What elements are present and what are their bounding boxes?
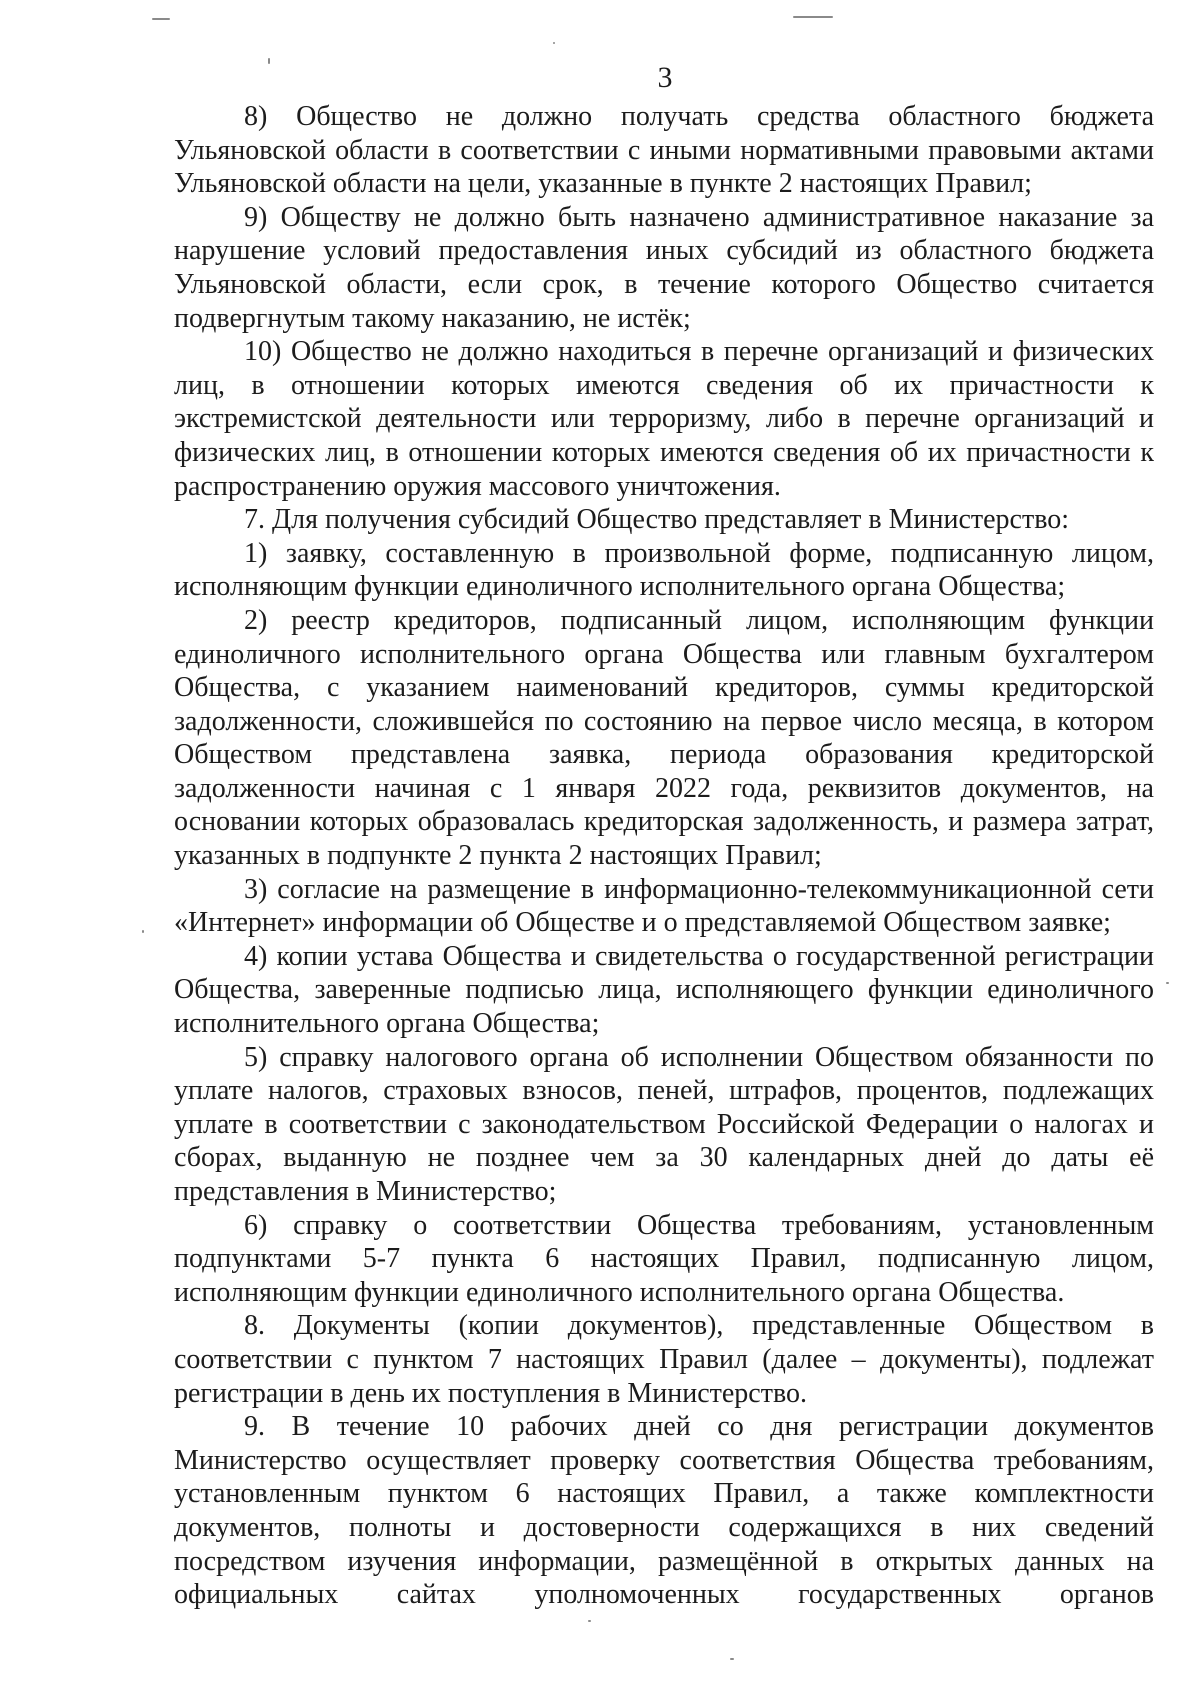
paragraph-7-heading: 7. Для получения субсидий Общество представляет в Министерство: xyxy=(244,504,1070,536)
paragraph-7-item-3: 3) согласие на размещение в информационно-телекоммуникационной сети «Интернет» информации об Обществе и о представляемой Обществом заявке; xyxy=(174,873,1154,939)
paragraph-7-item-1: 1) заявку, составленную в произвольной форме, подписанную лицом, исполняющим функции единоличного исполнительного органа Общества; xyxy=(174,537,1154,603)
scan-speck xyxy=(152,18,170,20)
document-body xyxy=(174,100,1154,1612)
paragraph-10-condition: 10) Общество не должно находиться в перечне организаций и физических лиц, в отношении которых имеются сведения об их причастности к экстремистской деятельности или терроризму, либо в перечне организаций и физических лиц, в отношении которых имеются сведения об их причастности к распространению оружия массового уничтожения. xyxy=(174,336,1154,502)
scan-speck xyxy=(553,42,555,44)
paragraph-8: 8. Документы (копии документов), представленные Обществом в соответствии с пунктом 7 настоящих Правил (далее – документы), подлежат регистрации в день их поступления в Министерство. xyxy=(174,1310,1154,1409)
paragraph-8-condition: 8) Общество не должно получать средства областного бюджета Ульяновской области в соответствии с иными нормативными правовыми актами Ульяновской области на цели, указанные в пункте 2 настоящих Правил; xyxy=(174,101,1154,200)
paragraph-7-item-4: 4) копии устава Общества и свидетельства о государственной регистрации Общества, заверенные подписью лица, исполняющего функции единоличного исполнительного органа Общества; xyxy=(174,940,1154,1040)
scan-speck xyxy=(793,16,833,18)
paragraph-7-item-5: 5) справку налогового органа об исполнении Обществом обязанности по уплате налогов, страховых взносов, пеней, штрафов, процентов, подлежащих уплате в соответствии с законодательством Российской Федерации о налогах и сборах, выданную не позднее чем за 30 календарных дней до даты её представления в Министерство; xyxy=(174,1041,1154,1207)
scan-speck xyxy=(730,1658,734,1660)
paragraph-9: 9. В течение 10 рабочих дней со дня регистрации документов Министерство осуществляет проверку соответствия Общества требованиям, установленным пунктом 6 настоящих Правил, а также комплектности документов, полноты и достоверности содержащихся в них сведений посредством изучения информации, размещённой в открытых данных на официальных сайтах уполномоченных государственных органов xyxy=(174,1411,1154,1611)
paragraph-7-item-2: 2) реестр кредиторов, подписанный лицом, исполняющим функции единоличного исполнительного органа Общества или главным бухгалтером Общества, с указанием наименований кредиторов, суммы кредиторской задолженности, сложившейся по состоянию на первое число месяца, в котором Обществом представлена заявка, периода образования кредиторской задолженности начиная с 1 января 2022 года, реквизитов документов, на основании которых образовалась кредиторская задолженность, и размера затрат, указанных в подпункте 2 пункта 2 настоящих Правил; xyxy=(174,604,1154,872)
scan-speck xyxy=(142,930,144,933)
scan-speck xyxy=(1166,982,1169,984)
page-number: 3 xyxy=(657,61,673,94)
paragraph-7-item-6: 6) справку о соответствии Общества требованиям, установленным подпунктами 5-7 пункта 6 настоящих Правил, подписанную лицом, исполняющим функции единоличного исполнительного органа Общества. xyxy=(174,1209,1154,1308)
scan-speck xyxy=(588,1620,591,1622)
paragraph-9-condition: 9) Обществу не должно быть назначено административное наказание за нарушение условий предоставления иных субсидий из областного бюджета Ульяновской области, если срок, в течение которого Общество считается подвергнутым такому наказанию, не истёк; xyxy=(174,201,1154,334)
